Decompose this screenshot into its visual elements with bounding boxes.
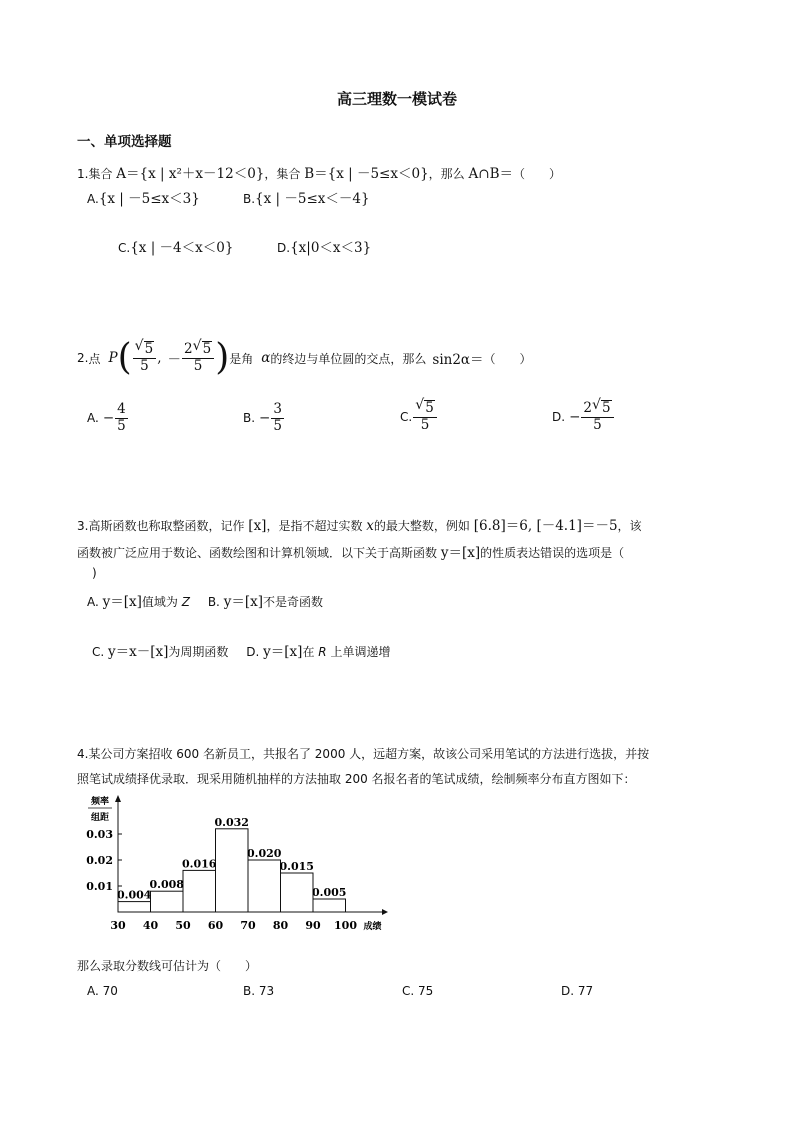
- y-axis-arrow: [115, 795, 121, 802]
- option-b: [208, 595, 323, 609]
- x-tick-label: 100: [334, 919, 357, 932]
- answer-paren: （ ）: [483, 351, 532, 366]
- y-tick-label: 0.02: [86, 854, 113, 867]
- option-label: C.: [118, 241, 131, 255]
- expression: A∩B＝: [468, 166, 513, 182]
- y-axis-label-top: 频率: [90, 797, 110, 807]
- text: 高斯函数也称取整函数，记作: [88, 519, 245, 533]
- option-b: B. 73: [243, 984, 275, 998]
- math: x: [366, 518, 374, 534]
- text: 是角: [229, 351, 254, 366]
- y-tick-label: 0.03: [86, 828, 113, 841]
- bar-value-label: 0.008: [149, 878, 184, 892]
- question-4-prompt: 那么录取分数线可估计为（ ）: [77, 959, 258, 973]
- left-paren: (: [117, 337, 132, 378]
- coefficient: 2: [583, 400, 592, 416]
- option-d: [552, 400, 615, 433]
- fraction: [133, 341, 157, 374]
- bar-value-label: 0.032: [214, 815, 249, 829]
- option-label: A.: [87, 192, 99, 206]
- answer-paren: （ ）: [513, 167, 562, 181]
- text: ，集合: [264, 167, 301, 181]
- text: 某公司方案招收 600 名新员工，共报名了 2000 人，远超方案，故该公司采用笔试的方法进行选拔，并按: [88, 747, 650, 761]
- denominator: 5: [117, 417, 126, 434]
- denominator: 5: [273, 417, 282, 434]
- option-d: D. 77: [561, 984, 594, 998]
- x-axis-arrow: [382, 909, 388, 915]
- option-b: [243, 402, 285, 434]
- option-text: 值域为: [141, 595, 178, 609]
- option-label: B.: [207, 595, 220, 609]
- text: ，那么: [428, 167, 465, 181]
- option-label: C.: [400, 409, 413, 424]
- option-math: R: [318, 645, 327, 659]
- right-paren: ): [215, 337, 230, 378]
- question-1-stem: [77, 162, 561, 182]
- option-math: {x|0＜x＜3}: [290, 240, 372, 256]
- page-title: 高三理数一模试卷: [336, 90, 457, 108]
- radicand: 5: [144, 341, 154, 358]
- denominator: 5: [420, 416, 430, 433]
- fraction: [115, 402, 128, 434]
- text: 集合: [88, 167, 113, 181]
- option-label: B.: [243, 192, 256, 206]
- x-tick-label: 70: [240, 919, 256, 932]
- option-math: {x | －4＜x＜0}: [130, 240, 234, 256]
- question-4-line-1: [77, 745, 649, 762]
- bar-value-label: 0.005: [312, 886, 347, 899]
- histogram-bar: [151, 891, 184, 912]
- text: 函数被广泛应用于数论、函数绘图和计算机领域．以下关于高斯函数: [77, 546, 438, 560]
- histogram-bar: [183, 870, 216, 912]
- question-number: 1.: [77, 167, 89, 181]
- set-a: A＝{x | x²＋x－12＜0}: [116, 166, 265, 182]
- fraction: [182, 341, 214, 374]
- option-text: 在: [302, 645, 315, 659]
- option-label: D.: [277, 241, 291, 255]
- comma: ,: [157, 350, 162, 366]
- x-tick-label: 80: [272, 919, 289, 932]
- fraction: [413, 400, 437, 433]
- denominator: 5: [193, 358, 203, 374]
- option-c: C. 75: [402, 984, 434, 998]
- x-tick-label: 30: [110, 919, 126, 932]
- option-d: [277, 236, 371, 256]
- option-d: [246, 645, 390, 659]
- histogram-bar: [118, 902, 151, 912]
- x-tick-label: 50: [175, 919, 191, 932]
- option-math: {x | －5≤x＜－4}: [255, 191, 370, 207]
- text: 的最大整数，例如: [373, 519, 470, 533]
- option-math: y＝x－[x]: [108, 644, 169, 660]
- text: 的性质表达错误的选项是（: [480, 546, 625, 560]
- denominator: 5: [140, 358, 149, 374]
- y-axis-label-bottom: 组距: [90, 813, 110, 823]
- set-b: B＝{x | －5≤x＜0}: [304, 166, 429, 182]
- numerator: 3: [273, 401, 282, 417]
- minus-sign: −: [569, 408, 581, 425]
- question-2-stem: [77, 337, 532, 378]
- histogram-bar: [248, 860, 281, 912]
- frequency-histogram: [70, 790, 400, 945]
- fraction: [271, 402, 284, 434]
- option-a: A. 70: [87, 984, 118, 998]
- point-p: P: [108, 350, 118, 366]
- option-math: y＝[x]: [223, 594, 263, 610]
- option-a: [87, 187, 200, 207]
- histogram-bar: [216, 829, 249, 912]
- text: ，该: [617, 519, 642, 533]
- option-math: {x | －5≤x＜3}: [98, 191, 200, 207]
- option-a: [87, 402, 129, 434]
- minus-sign: −: [259, 410, 271, 427]
- option-text: 上单调递增: [330, 645, 391, 659]
- math: [x]: [248, 518, 267, 534]
- question-number: 4.: [77, 747, 89, 761]
- question-4-line-2: 照笔试成绩择优录取．现采用随机抽样的方法抽取 200 名报名者的笔试成绩，绘制频率分布直方图如下：: [77, 772, 636, 786]
- question-number: 2.: [77, 351, 89, 365]
- denominator: 5: [593, 416, 602, 433]
- fraction: [581, 400, 613, 433]
- alpha-symbol: α: [261, 350, 271, 366]
- question-3-line-1: [77, 514, 642, 534]
- question-3-line-3: ): [92, 566, 97, 580]
- text: 点: [88, 351, 101, 366]
- math: [6.8]＝6, [－4.1]＝－5: [473, 518, 618, 534]
- option-math: y＝[x]: [102, 594, 142, 610]
- bar-value-label: 0.015: [279, 860, 314, 873]
- bar-value-label: 0.004: [117, 888, 152, 902]
- option-label: D.: [246, 645, 260, 659]
- histogram-bar: [313, 899, 346, 912]
- option-a: [87, 590, 323, 610]
- bar-value-label: 0.016: [182, 857, 217, 871]
- question-3-line-2: [77, 541, 624, 561]
- x-tick-label: 60: [207, 919, 224, 932]
- minus-sign: －: [167, 352, 181, 368]
- option-b: [243, 187, 370, 207]
- radicand: 5: [601, 400, 611, 416]
- y-tick-label: 0.01: [86, 880, 113, 893]
- histogram-bar: [281, 873, 314, 912]
- option-label: D.: [552, 409, 566, 424]
- question-number: 3.: [77, 519, 89, 533]
- x-tick-label: 90: [305, 919, 321, 932]
- option-c: [400, 400, 438, 433]
- x-axis-label: 成绩: [363, 922, 382, 932]
- minus-sign: −: [102, 410, 115, 427]
- math: y＝[x]: [440, 545, 481, 561]
- numerator: 4: [117, 401, 126, 417]
- option-c: [118, 236, 233, 256]
- x-tick-label: 40: [142, 919, 159, 932]
- option-label: B.: [243, 411, 256, 426]
- coefficient: 2: [184, 341, 193, 358]
- option-c: [92, 640, 390, 660]
- bar-value-label: 0.020: [247, 847, 282, 860]
- text: 的终边与单位圆的交点，那么: [270, 351, 427, 366]
- option-label: A.: [87, 595, 99, 609]
- radicand: 5: [202, 341, 212, 358]
- option-text: 不是奇函数: [262, 595, 323, 609]
- option-text: 为周期函数: [168, 645, 229, 659]
- expression: sin2α＝: [432, 352, 484, 368]
- option-math: y＝[x]: [263, 644, 303, 660]
- option-label: A.: [87, 411, 99, 426]
- text: ，是指不超过实数: [266, 519, 363, 533]
- option-math: Z: [181, 595, 190, 609]
- section-heading: 一、单项选择题: [77, 134, 172, 150]
- option-label: C.: [92, 645, 105, 659]
- radicand: 5: [425, 400, 434, 416]
